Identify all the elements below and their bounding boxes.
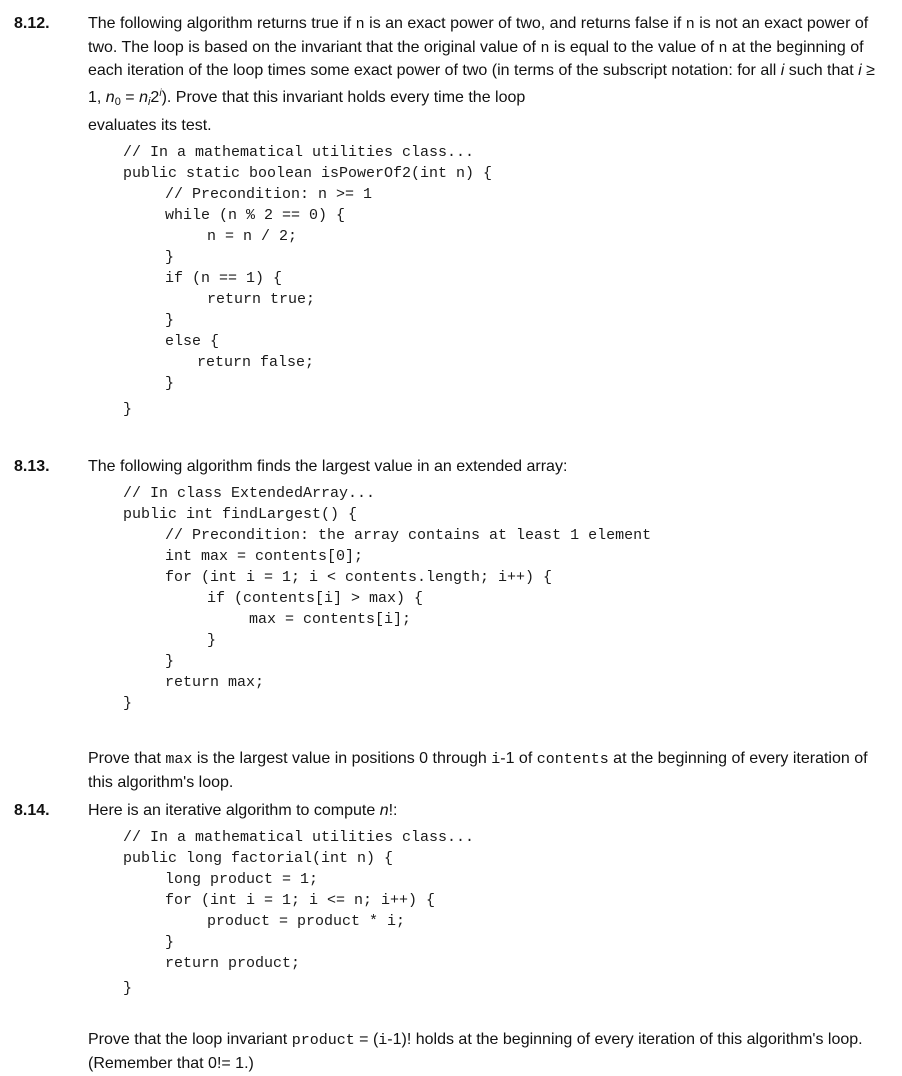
code-line: if (contents[i] > max) { [207, 590, 424, 607]
code-line: } [165, 653, 175, 670]
problem-number: 8.13. [14, 458, 50, 475]
code-line: int max = contents[0]; [165, 548, 364, 565]
code-line: if (n == 1) { [165, 270, 283, 287]
code-line: n = n / 2; [207, 228, 298, 245]
code-line: } [165, 249, 175, 266]
code-line: public int findLargest() { [123, 506, 358, 523]
code-line: max = contents[i]; [249, 611, 412, 628]
code-line: // Precondition: n >= 1 [165, 186, 373, 203]
code-line: public static boolean isPowerOf2(int n) { [123, 165, 493, 182]
code-line: } [123, 695, 133, 712]
code-line: // In class ExtendedArray... [123, 485, 376, 502]
code-line: // Precondition: the array contains at least 1 element [165, 527, 652, 544]
code-line: else { [165, 333, 220, 350]
code-line: while (n % 2 == 0) { [165, 207, 346, 224]
problem-number: 8.12. [14, 15, 50, 32]
code-line: } [123, 980, 133, 997]
code-line: // In a mathematical utilities class... [123, 144, 475, 161]
problem-intro: The following algorithm finds the largest value in an extended array: [88, 458, 568, 475]
code-line: // In a mathematical utilities class... [123, 829, 475, 846]
problem-number: 8.14. [14, 802, 50, 819]
code-line: } [165, 375, 175, 392]
code-line: return true; [207, 291, 316, 308]
code-line: for (int i = 1; i < contents.length; i++) { [165, 569, 553, 586]
problem-statement-end: evaluates its test. [88, 117, 212, 134]
problem-intro: Here is an iterative algorithm to compute n!: [88, 802, 398, 819]
code-line: for (int i = 1; i <= n; i++) { [165, 892, 436, 909]
problem-statement: The following algorithm returns true if n is an exact power of two, and returns false if n is not an exact power of two. The loop is based on the invariant that the original value of n is equal to the value of n at the beginning of each iteration of the loop times some exact power of two (in terms of the subscript notation: for all i such that i ≥ 1, $n_0 = n_i2^i$). Prove that this invariant holds every time the loop [88, 15, 875, 108]
code-line: } [123, 401, 133, 418]
code-line: product = product * i; [207, 913, 406, 930]
problem-prove-statement: Prove that max is the largest value in positions 0 through i-1 of contents at the beginning of every iteration of this algorithm's loop. [88, 750, 868, 791]
code-line: return max; [165, 674, 265, 691]
code-line: return product; [165, 955, 301, 972]
code-line: } [165, 934, 175, 951]
code-line: } [207, 632, 217, 649]
code-line: } [165, 312, 175, 329]
code-line: long product = 1; [165, 871, 319, 888]
problem-prove-statement: Prove that the loop invariant product = (i-1)! holds at the beginning of every iteration of this algorithm's loop. (Remember that 0!= 1.) [88, 1031, 863, 1072]
code-line: return false; [197, 354, 315, 371]
code-line: public long factorial(int n) { [123, 850, 394, 867]
